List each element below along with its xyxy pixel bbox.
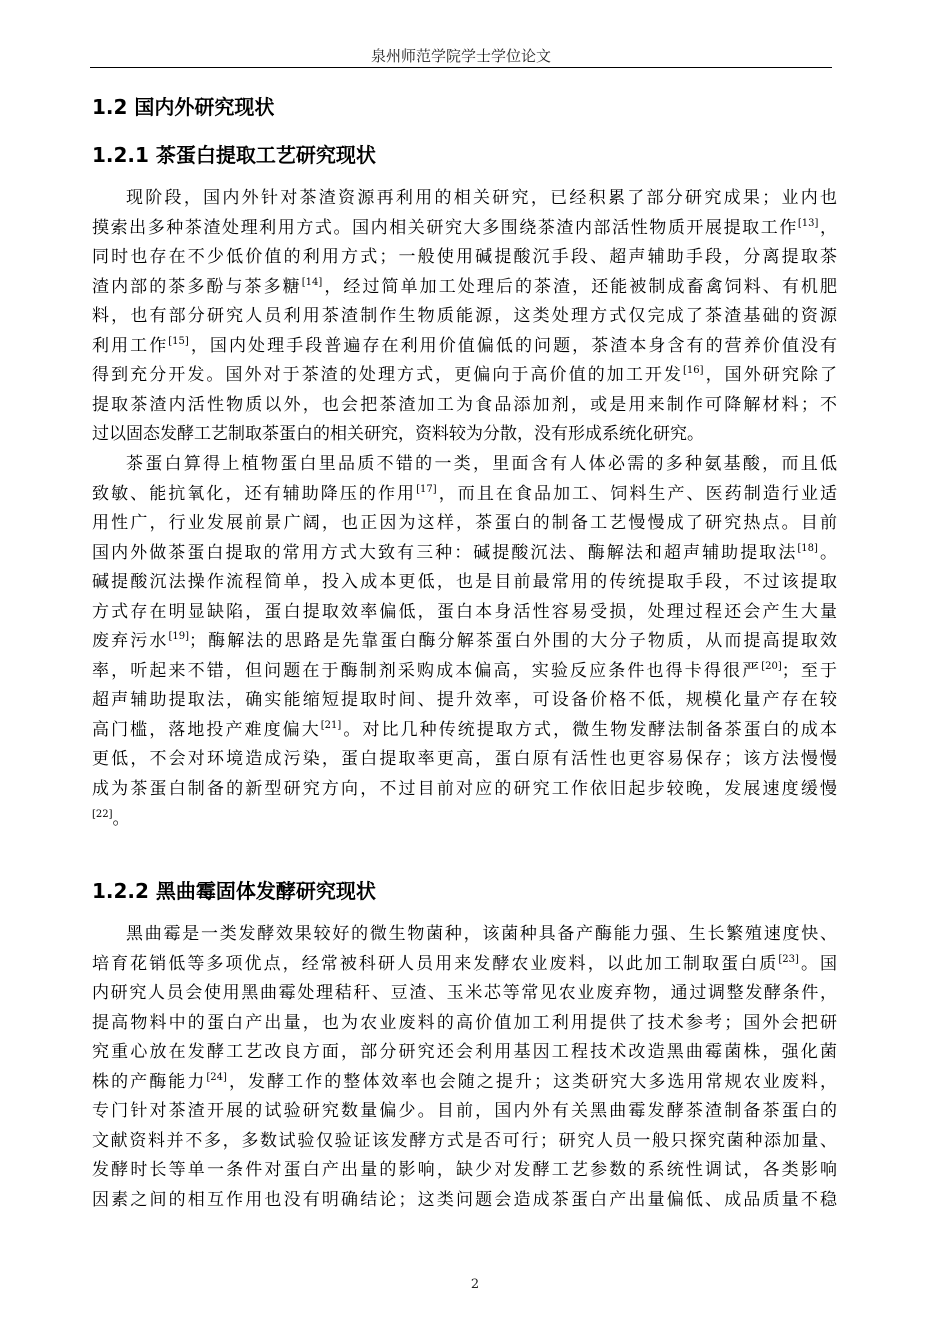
- citation-marker: [24]: [206, 1071, 227, 1083]
- text-line: 渣内部的茶多酚与茶多糖[14]，经过简单加工处理后的茶渣，还能被制成畜禽饲料、有机肥: [92, 276, 838, 297]
- text-line: 株的产酶能力[24]，发酵工作的整体效率也会随之提升；这类研究大多选用常规农业废料，: [92, 1071, 837, 1092]
- text-line: 培育花销低等多项优点，经常被科研人员用来发酵农业废料，以此加工制取蛋白质[23]。国: [92, 953, 838, 974]
- text-line: 提取茶渣内活性物质以外，也会把茶渣加工为食品添加剂，或是用来制作可降解材料；不: [92, 394, 837, 415]
- header-rule: [90, 67, 832, 68]
- running-header: 泉州师范学院学士学位论文: [370, 47, 551, 65]
- section-heading-1-2-2: 1.2.2 黑曲霉固体发酵研究现状: [92, 879, 376, 903]
- text-line: 超声辅助提取法，确实能缩短提取时间、提升效率，可设备价格不低，规模化量产存在较: [92, 690, 837, 711]
- citation-marker: [19]: [168, 631, 190, 643]
- text-line: 提高物料中的蛋白产出量，也为农业废料的高价值加工利用提供了技术参考；国外会把研: [92, 1012, 837, 1033]
- citation-marker: [17]: [416, 483, 437, 495]
- text-line: 发酵时长等单一条件对蛋白产出量的影响，缺少对发酵工艺参数的系统性调试，各类影响: [92, 1160, 837, 1181]
- text-line: 高门槛，落地投产难度偏大[21]。对比几种传统提取方式，微生物发酵法制备茶蛋白的成本: [92, 719, 838, 740]
- text-line: 国内外做茶蛋白提取的常用方式大致有三种：碱提酸沉法、酶解法和超声辅助提取法[18]。: [92, 542, 838, 563]
- text-line: 摸索出多种茶渣处理利用方式。国内相关研究大多围绕茶渣内部活性物质开展提取工作[13]，: [92, 217, 837, 238]
- citation-marker: [23]: [778, 953, 799, 965]
- text-line: 得到充分开发。国外对于茶渣的处理方式，更偏向于高价值的加工开发[16]，国外研究除了: [92, 365, 838, 386]
- text-line: 过以固态发酵工艺制取茶蛋白的相关研究，资料较为分散，没有形成系统化研究。: [92, 424, 704, 445]
- text-line: 碱提酸沉法操作流程简单，投入成本更低，也是目前最常用的传统提取手段，不过该提取: [92, 572, 837, 593]
- text-line: 更低，不会对环境造成污染，蛋白提取率更高，蛋白原有活性也更容易保存；该方法慢慢: [92, 749, 837, 770]
- paragraph-1-2-1-a: [92, 184, 837, 450]
- text-line: 用性广，行业发展前景广阔，也正因为这样，茶蛋白的制备工艺慢慢成了研究热点。目前: [92, 513, 837, 534]
- text-line: 率，听起来不错，但问题在于酶制剂采购成本偏高，实验反应条件也得卡得很严[20]；至于: [92, 660, 838, 681]
- text-line: 同时也存在不少低价值的利用方式；一般使用碱提酸沉手段、超声辅助手段，分离提取茶: [92, 247, 837, 268]
- text-line: [22]。: [92, 808, 130, 829]
- text-line: 专门针对茶渣开展的试验研究数量偏少。目前，国内外有关黑曲霉发酵茶渣制备茶蛋白的: [92, 1101, 837, 1122]
- section-heading-1-2-1: 1.2.1 茶蛋白提取工艺研究现状: [92, 143, 376, 167]
- text-line: 致敏、能抗氧化，还有辅助降压的作用[17]，而且在食品加工、饲料生产、医药制造行业适: [92, 483, 838, 504]
- text-line: 现阶段，国内外针对茶渣资源再利用的相关研究，已经积累了部分研究成果；业内也: [126, 188, 837, 208]
- text-line: 利用工作[15]，国内处理手段普遍存在利用价值偏低的问题，茶渣本身含有的营养价值没有: [92, 335, 838, 356]
- citation-marker: [21]: [320, 719, 342, 731]
- text-line: 因素之间的相互作用也没有明确结论；这类问题会造成茶蛋白产出量偏低、成品质量不稳: [92, 1189, 837, 1210]
- citation-marker: [20]: [761, 660, 782, 672]
- citation-marker: [22]: [92, 808, 113, 820]
- text-line: 黑曲霉是一类发酵效果较好的微生物菌种，该菌种具备产酶能力强、生长繁殖速度快、: [126, 924, 837, 944]
- text-line: 料，也有部分研究人员利用茶渣制作生物质能源，这类处理方式仅完成了茶渣基础的资源: [92, 306, 837, 327]
- text-line: 究重心放在发酵工艺改良方面，部分研究还会利用基因工程技术改造黑曲霉菌株，强化菌: [92, 1042, 837, 1063]
- citation-marker: [18]: [797, 542, 818, 554]
- text-line: 内研究人员会使用黑曲霉处理秸秆、豆渣、玉米芯等常见农业废弃物，通过调整发酵条件，: [92, 983, 837, 1004]
- section-heading-1-2: 1.2 国内外研究现状: [92, 95, 275, 119]
- text-line: 文献资料并不多，多数试验仅验证该发酵方式是否可行；研究人员一般只探究菌种添加量、: [92, 1130, 837, 1151]
- text-line: 成为茶蛋白制备的新型研究方向，不过目前对应的研究工作依旧起步较晚，发展速度缓慢: [92, 779, 837, 800]
- citation-marker: [14]: [301, 276, 323, 288]
- paragraph-1-2-2-a: [92, 920, 837, 1215]
- page-number: 2: [470, 1277, 480, 1292]
- paragraph-1-2-1-b: [92, 450, 837, 834]
- citation-marker: [13]: [797, 217, 819, 229]
- text-line: 方式存在明显缺陷，蛋白提取效率偏低，蛋白本身活性容易受损，处理过程还会产生大量: [92, 601, 837, 622]
- citation-marker: [15]: [168, 335, 189, 347]
- text-line: 废弃污水[19]；酶解法的思路是先靠蛋白酶分解茶蛋白外围的大分子物质，从而提高提取效: [92, 631, 837, 652]
- citation-marker: [16]: [683, 365, 704, 377]
- text-line: 茶蛋白算得上植物蛋白里品质不错的一类，里面含有人体必需的多种氨基酸，而且低: [126, 454, 837, 474]
